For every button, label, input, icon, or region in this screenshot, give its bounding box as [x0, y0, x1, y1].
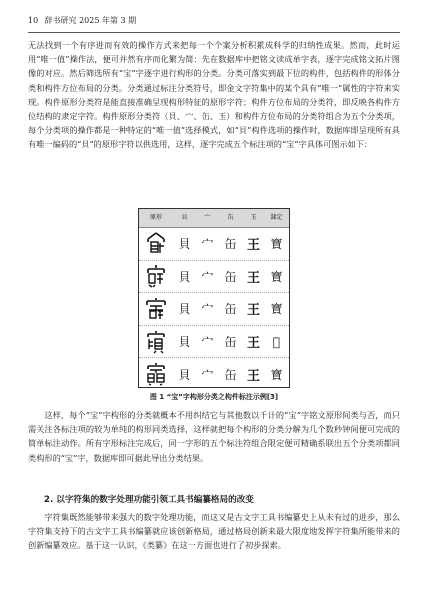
header-mian: 宀 — [204, 214, 211, 221]
figure-row — [139, 293, 289, 326]
original-glyph-image — [139, 362, 173, 386]
figure-row — [139, 326, 289, 359]
figure-row — [139, 228, 289, 261]
figure-row — [139, 358, 289, 390]
header-liding: 隸定 — [270, 214, 283, 221]
original-glyph-image — [139, 330, 173, 354]
liding-char: 寶 — [270, 237, 283, 252]
page-number: 10 — [28, 16, 39, 25]
component-bei: 貝 — [178, 302, 191, 317]
component-yu: 王 — [246, 368, 260, 384]
component-bei: 貝 — [178, 269, 191, 284]
component-fou: 缶 — [224, 269, 237, 284]
header-rule — [28, 32, 400, 33]
figure-header-row — [139, 209, 289, 228]
paragraph-3: 字符集既然能够带来强大的数字处理功能，而这又是古文字工具书编纂史上从未有过的进步，那么字符集支持下的古文字工具书编纂就应该创新格局，通过格局创新来最大限度地发挥字符集所能带来的创新编纂效应。基于这一认识，《类纂》在这一方面也进行了初步探索。 — [28, 512, 400, 551]
header-original: 原形 — [149, 214, 162, 221]
paragraph-2: 这样，每个“宝”字构形的分类就概本不用纠结它与其他数以千计的“宝”字铭文原形间类与否，而只需关注各标注项的较为单纯的构形同类选择，这样就把每个构形的分类分解为几个数秒钟间便可完成的简单标注动作。所有字形标注完成后，同一字形的五个标注符组合限定便可精确系联出五个分类项都同类构形的“宝”字，数据库即可据此导出分类结果。 — [28, 410, 400, 463]
liding-char: 寶 — [270, 367, 283, 382]
component-fou: 缶 — [224, 335, 237, 350]
liding-char: 寶 — [270, 269, 283, 284]
component-bei: 貝 — [178, 367, 191, 382]
component-fou: 缶 — [224, 302, 237, 317]
component-fou: 缶 — [224, 237, 237, 252]
component-mian: 宀 — [201, 269, 214, 284]
figure-row — [139, 261, 289, 294]
component-yu: 王 — [246, 303, 260, 319]
liding-char: 𡧜 — [272, 334, 281, 349]
header-bei: 貝 — [181, 214, 188, 221]
component-bei: 貝 — [178, 237, 191, 252]
component-yu: 王 — [246, 336, 260, 352]
component-fou: 缶 — [224, 367, 237, 382]
component-yu: 王 — [246, 270, 260, 286]
original-glyph-image — [139, 264, 173, 288]
component-yu: 王 — [246, 238, 260, 254]
component-mian: 宀 — [201, 367, 214, 382]
running-header — [28, 14, 400, 28]
component-mian: 宀 — [201, 302, 214, 317]
figure-table — [138, 208, 290, 388]
section-heading: 2. 以字符集的数字处理功能引领工具书编纂格局的改变 — [44, 495, 254, 505]
figure-caption: 图 1 “宝”字构形分类之构件标注示例[3] — [149, 393, 279, 401]
header-yu: 玉 — [250, 214, 257, 221]
paragraph-1: 无法找到一个有序进而有效的操作方式来把每一个个案分析积累成科学的归纳性成果。然而，此时运用“唯一值”操作法，便可并然有序而化繁为简：先在数据库中把铭文读成单字表，逐字完成铭文拓片图像的对应。然后筛选所有“宝”字逐字进行构形的分类。分类可落实到最下位的构件，包括构件的形体分类和构件方位布局的分类。分类通过标注分类符号，即金文字符集中的某个具有“唯一”属性的字符来实现。构件原形分类符是能直接准确呈现构形特征的原形字符；构件方位布局的分类符，即反映各构件方位结构的隶定字符。构件原形分类符（貝、宀、缶、玉）和构件方位布局的分类符组合为五个分类项，每个分类项的操作都是一种特定的“唯一值”选择模式，如“貝”构件选项的操作时，数据库即呈现所有具有唯一编码的“貝”的原形字符以供选用，这样，逐字完成五个标注项的“宝”字具体可图示如下： — [28, 40, 400, 150]
component-mian: 宀 — [201, 237, 214, 252]
original-glyph-image — [139, 232, 173, 256]
header-fou: 缶 — [227, 214, 234, 221]
component-bei: 貝 — [178, 335, 191, 350]
component-mian: 宀 — [201, 335, 214, 350]
liding-char: 寶 — [270, 302, 283, 317]
original-glyph-image — [139, 297, 173, 321]
journal-title: 辞书研究 2025 年第 3 期 — [44, 16, 137, 25]
